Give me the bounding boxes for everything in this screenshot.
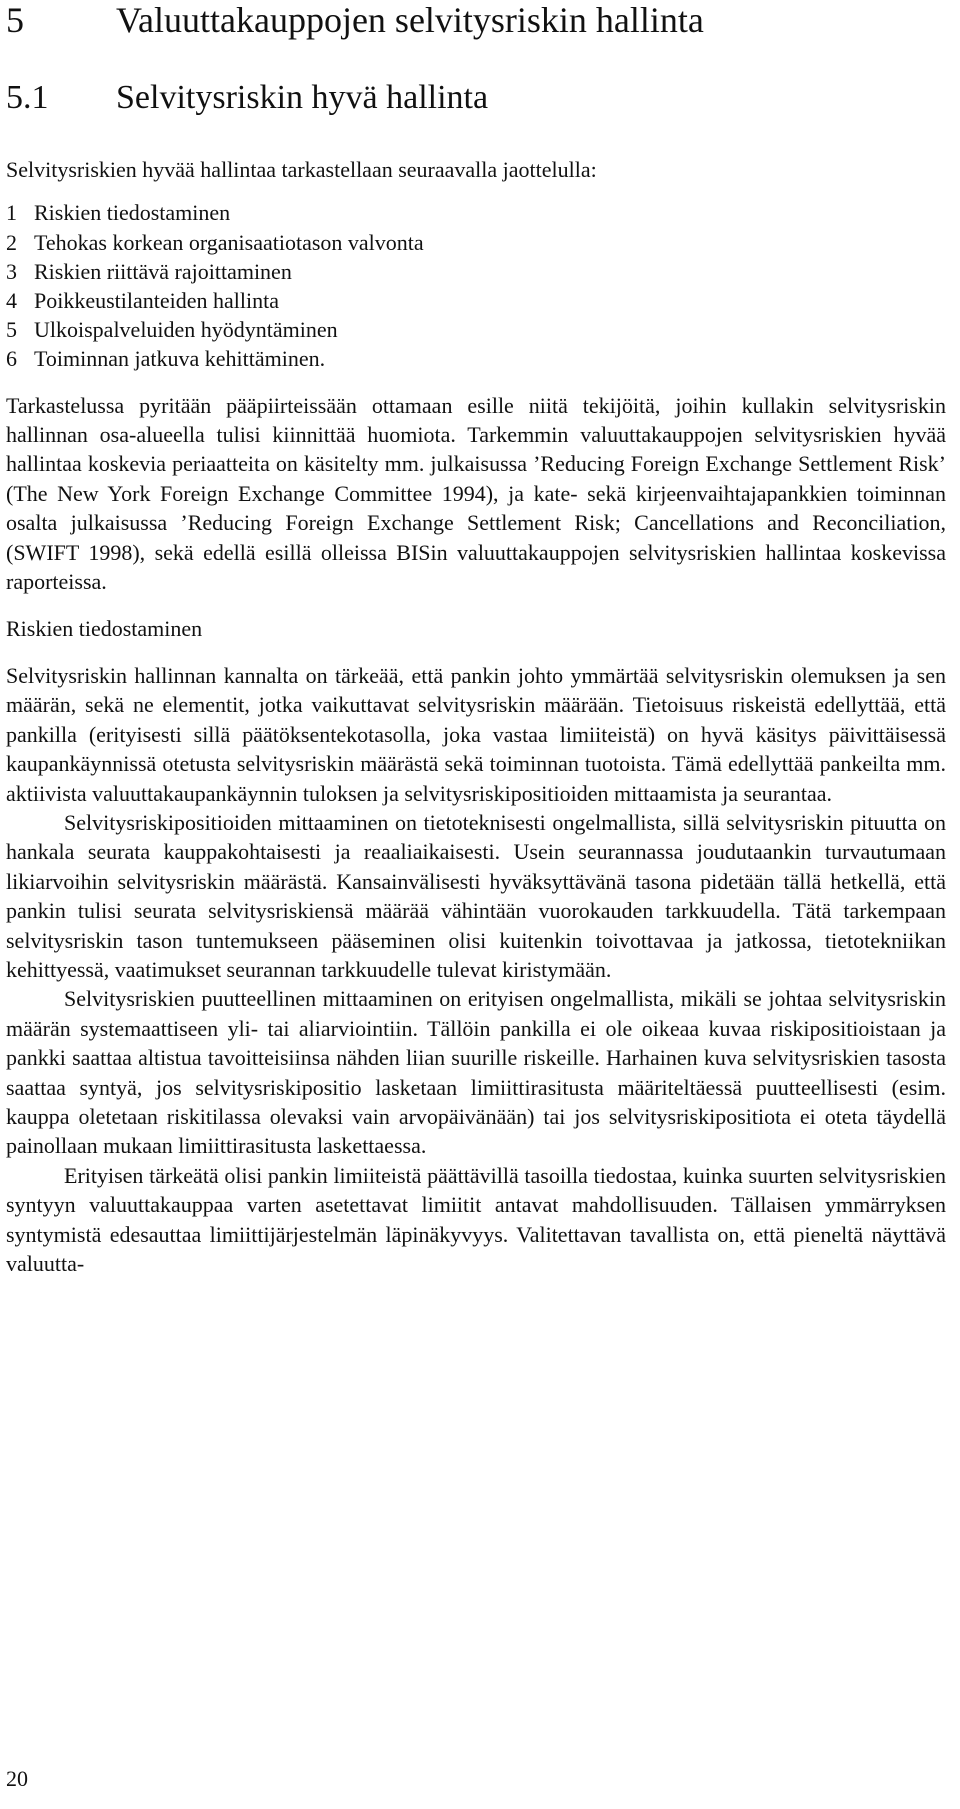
list-item: 2 Tehokas korkean organisaatiotason valvonta <box>6 229 424 255</box>
paragraph-measurement: Selvitysriskipositioiden mittaaminen on tietoteknisesti ongelmallista, sillä selvitysriskin pituutta on hankala seurata kauppakohtaisesti ja reaaliaikaisesti. Usein seurannassa joudutaankin turvautumaan likiarvoihin selvitysriskin määrästä. Kansainvälisesti hyväksyttävänä tasona pidetään tällä hetkellä, että pankin tulisi seurata selvitysriskiensä määrää vähintään vuorokauden tarkkuudella. Tätä tarkempaan selvitysriskin tason tuntemukseen pääseminen olisi kuitenkin toivottavaa ja jatkossa, tietotekniikan kehittyessä, vaatimukset seurannan tarkkuudelle tulevat kiristymään. <box>6 809 946 982</box>
list-item: 3 Riskien riittävä rajoittaminen <box>6 258 292 284</box>
paragraph-awareness: Selvitysriskin hallinnan kannalta on tärkeää, että pankin johto ymmärtää selvitysriskin olemuksen ja sen määrän, sekä ne elementit, jotka vaikuttavat selvitysriskin määrään. Tietoisuus riskeistä edellyttää, että pankilla (erityisesti sillä päätöksentekotasolla, joka vastaa limiiteistä) on hyvä käsitys päivittäisessä kaupankäynnissä otetusta selvitysriskin määrästä sekä toiminnan tuotoista. Tämä edellyttää pankeilta mm. aktiivista valuuttakaupankäynnin tuloksen ja selvitysriskipositioiden mittaamista ja seurantaa. <box>6 662 946 806</box>
body-text <box>6 155 946 1278</box>
intro-paragraph: Selvitysriskien hyvää hallintaa tarkastellaan seuraavalla jaottelulla: <box>6 157 597 182</box>
page-number: 20 <box>6 1766 28 1791</box>
list-item: 1 Riskien tiedostaminen <box>6 200 231 226</box>
section-heading <box>6 78 946 118</box>
chapter-number: 5 <box>6 0 24 40</box>
chapter-title: Valuuttakauppojen selvitysriskin hallinta <box>116 0 704 40</box>
paragraph-deficient-measurement: Selvitysriskien puutteellinen mittaaminen on erityisen ongelmallista, mikäli se johtaa selvitysriskin määrän systemaattiseen yli- tai aliarviointiin. Tällöin pankilla ei ole oikeaa kuvaa riskipositioistaan ja pankki saattaa altistua tavoitteisiinsa nähden liian suurille riskeille. Harhainen kuva selvitysriskien tasosta saattaa syntyä, jos selvitysriskipositio lasketaan limiittirasitusta määriteltäessä puutteellisesti (esim. kauppa oletetaan riskitilassa olevaksi vain arvopäivänään) tai jos selvitysriskipositiota ei oteta täydellä painollaan mukaan limiittirasitusta laskettaessa. <box>6 986 946 1159</box>
numbered-list <box>6 198 946 373</box>
list-item: 4 Poikkeustilanteiden hallinta <box>6 288 280 314</box>
subheading-risk-awareness: Riskien tiedostaminen <box>6 616 203 642</box>
chapter-heading <box>6 0 946 40</box>
list-item: 6 Toiminnan jatkuva kehittäminen. <box>6 346 326 372</box>
list-item: 5 Ulkoispalveluiden hyödyntäminen <box>6 317 338 343</box>
section-number: 5.1 <box>6 79 49 116</box>
paragraph-scope: Tarkastelussa pyritään pääpiirteissään ottamaan esille niitä tekijöitä, joihin kullakin selvitysriskin hallinnan osa-alueella tulisi kiinnittää huomiota. Tarkemmin valuuttakauppojen selvitysriskien hyvää hallintaa koskevia periaatteita on käsitelty mm. julkaisussa ’Reducing Foreign Exchange Settlement Risk’ (The New York Foreign Exchange Committee 1994), ja kate- sekä kirjeenvaihtajapankkien toiminnan osalta julkaisussa ’Reducing Foreign Exchange Settlement Risk; Cancellations and Reconciliation, (SWIFT 1998), sekä edellä esillä olleissa BISin valuuttakauppojen selvitysriskien hallintaa koskevissa raporteissa. <box>6 392 946 595</box>
section-title: Selvitysriskin hyvä hallinta <box>116 79 489 116</box>
paragraph-limits: Erityisen tärkeätä olisi pankin limiiteistä päättävillä tasoilla tiedostaa, kuinka suurten selvitysriskien syntyyn valuuttakauppaa varten asetettavat limiitit antavat mahdollisuuden. Tällaisen ymmärryksen syntymistä edesauttaa limiittijärjestelmän läpinäkyvyys. Valitettavan tavallista on, että pieneltä näyttävä valuutta- <box>6 1162 946 1276</box>
